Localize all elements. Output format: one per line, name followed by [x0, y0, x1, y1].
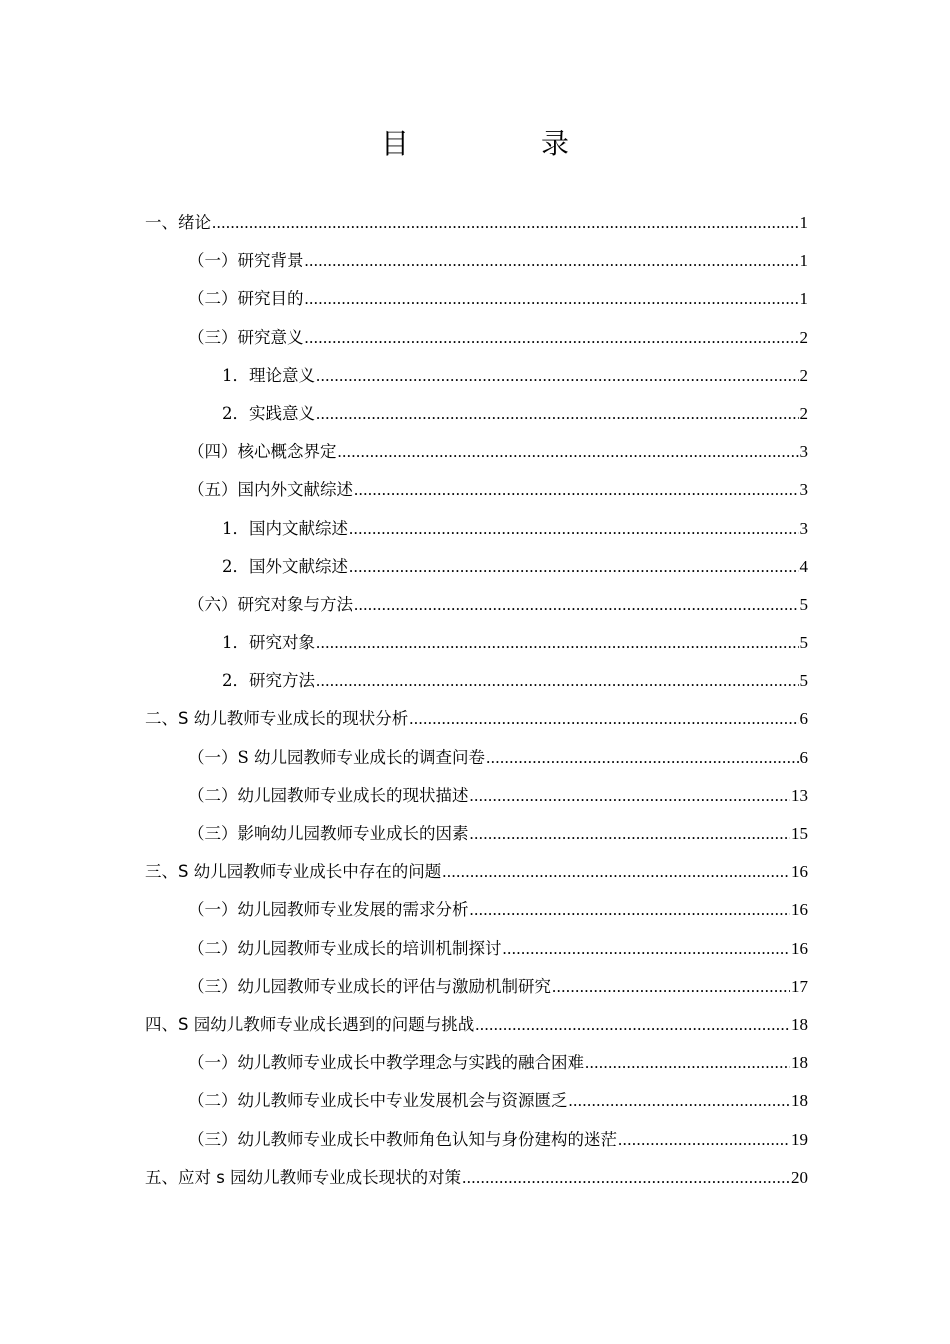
toc-entry-label: 三、S 幼儿园教师专业成长中存在的问题: [145, 862, 442, 882]
toc-entry-label: 二、S 幼儿教师专业成长的现状分析: [145, 709, 409, 729]
dot-leader: [470, 891, 791, 929]
dot-leader: [462, 1159, 790, 1197]
toc-entry-label: （二）研究目的: [188, 289, 304, 309]
toc-entry-page: 5: [799, 671, 808, 691]
dot-leader: [305, 242, 799, 280]
toc-entry[interactable]: [145, 1159, 808, 1197]
toc-entry[interactable]: [145, 1121, 808, 1159]
toc-entry-page: 3: [799, 480, 808, 500]
dot-leader: [338, 433, 799, 471]
dot-leader: [470, 777, 791, 815]
toc-entry-label: 五、应对 s 园幼儿教师专业成长现状的对策: [145, 1167, 462, 1187]
toc-entry-page: 16: [791, 862, 808, 882]
toc-entry-page: 20: [791, 1167, 808, 1187]
toc-title: 目 录: [380, 127, 621, 160]
dot-leader: [475, 1006, 790, 1044]
toc-entry[interactable]: [145, 548, 808, 586]
toc-entry[interactable]: [145, 357, 808, 395]
toc-entry-label: 1．研究对象: [222, 633, 315, 653]
toc-entry-label: 1．理论意义: [222, 365, 315, 385]
toc-entry-label: （三）影响幼儿园教师专业成长的因素: [188, 824, 469, 843]
dot-leader: [585, 1044, 790, 1082]
toc-entry-page: 1: [799, 213, 808, 232]
dot-leader: [305, 319, 799, 357]
toc-entry-label: 2．国外文献综述: [222, 556, 348, 576]
dot-leader: [316, 357, 799, 395]
toc-entry-page: 2: [799, 327, 808, 347]
toc-entry-page: 1: [799, 251, 808, 271]
toc-entry-label: 1．国内文献综述: [222, 518, 348, 538]
toc-entry-page: 19: [791, 1129, 808, 1149]
toc-entry[interactable]: [145, 777, 808, 815]
toc-entry-page: 18: [791, 1014, 808, 1034]
toc-entry-page: 2: [799, 365, 808, 385]
toc-entry[interactable]: [145, 395, 808, 433]
toc-entry-label: 四、S 园幼儿教师专业成长遇到的问题与挑战: [145, 1014, 475, 1034]
toc-entry-label: （六）研究对象与方法: [188, 594, 353, 614]
toc-entry-page: 5: [799, 633, 808, 653]
toc-entry-page: 2: [799, 403, 808, 423]
toc-entry-label: （五）国内外文献综述: [188, 480, 353, 500]
toc-entry[interactable]: [145, 510, 808, 548]
dot-leader: [349, 510, 799, 548]
toc-entry[interactable]: [145, 700, 808, 738]
toc-entry-page: 4: [799, 556, 808, 576]
toc-entry-page: 16: [791, 900, 808, 920]
dot-leader: [349, 548, 799, 586]
toc-entry-page: 6: [799, 747, 808, 767]
table-of-contents: [145, 204, 808, 1197]
toc-entry-label: （一）幼儿园教师专业发展的需求分析: [188, 900, 469, 920]
dot-leader: [212, 204, 799, 242]
toc-entry[interactable]: [145, 1082, 808, 1120]
toc-entry-label: （一）S 幼儿园教师专业成长的调查问卷: [188, 747, 486, 767]
toc-entry-label: 一、绪论: [145, 213, 211, 232]
toc-entry[interactable]: [145, 280, 808, 318]
toc-entry[interactable]: [145, 739, 808, 777]
dot-leader: [354, 471, 799, 509]
dot-leader: [305, 280, 799, 318]
toc-entry[interactable]: [145, 1044, 808, 1082]
toc-entry-label: 2．研究方法: [222, 671, 315, 691]
toc-entry[interactable]: [145, 1006, 808, 1044]
toc-entry-label: （四）核心概念界定: [188, 442, 337, 462]
dot-leader: [470, 815, 791, 853]
toc-entry[interactable]: [145, 815, 808, 853]
toc-entry-page: 6: [799, 709, 808, 729]
dot-leader: [552, 968, 790, 1006]
toc-entry-page: 18: [791, 1053, 808, 1073]
toc-entry-label: （二）幼儿教师专业成长中专业发展机会与资源匮乏: [188, 1091, 568, 1111]
toc-entry-page: 1: [799, 289, 808, 309]
dot-leader: [316, 395, 799, 433]
toc-entry[interactable]: [145, 662, 808, 700]
toc-entry[interactable]: [145, 471, 808, 509]
toc-entry-page: 3: [799, 518, 808, 538]
toc-entry[interactable]: [145, 891, 808, 929]
toc-entry-page: 18: [791, 1091, 808, 1111]
toc-entry-label: （一）研究背景: [188, 251, 304, 271]
toc-entry[interactable]: [145, 433, 808, 471]
dot-leader: [316, 662, 799, 700]
dot-leader: [569, 1082, 791, 1120]
toc-entry[interactable]: [145, 624, 808, 662]
dot-leader: [442, 853, 790, 891]
dot-leader: [409, 700, 798, 738]
dot-leader: [486, 739, 798, 777]
toc-entry-label: （三）幼儿园教师专业成长的评估与激励机制研究: [188, 976, 551, 996]
toc-entry-page: 17: [791, 976, 808, 996]
toc-entry-page: 3: [799, 442, 808, 462]
toc-entry-label: （二）幼儿园教师专业成长的现状描述: [188, 785, 469, 805]
dot-leader: [316, 624, 799, 662]
toc-entry-page: 5: [799, 594, 808, 614]
toc-entry-label: （二）幼儿园教师专业成长的培训机制探讨: [188, 938, 502, 958]
dot-leader: [503, 930, 791, 968]
toc-entry[interactable]: [145, 319, 808, 357]
toc-entry[interactable]: [145, 242, 808, 280]
toc-entry-page: 16: [791, 938, 808, 958]
dot-leader: [618, 1121, 790, 1159]
dot-leader: [354, 586, 799, 624]
toc-entry-label: （三）研究意义: [188, 327, 304, 347]
toc-entry[interactable]: [145, 204, 808, 242]
toc-entry[interactable]: [145, 930, 808, 968]
toc-entry[interactable]: [145, 853, 808, 891]
toc-entry-label: 2．实践意义: [222, 403, 315, 423]
toc-entry[interactable]: [145, 968, 808, 1006]
toc-entry-page: 13: [791, 785, 808, 805]
toc-entry[interactable]: [145, 586, 808, 624]
toc-entry-page: 15: [791, 824, 808, 843]
toc-entry-label: （一）幼儿教师专业成长中教学理念与实践的融合困难: [188, 1053, 584, 1073]
toc-entry-label: （三）幼儿教师专业成长中教师角色认知与身份建构的迷茫: [188, 1129, 617, 1149]
